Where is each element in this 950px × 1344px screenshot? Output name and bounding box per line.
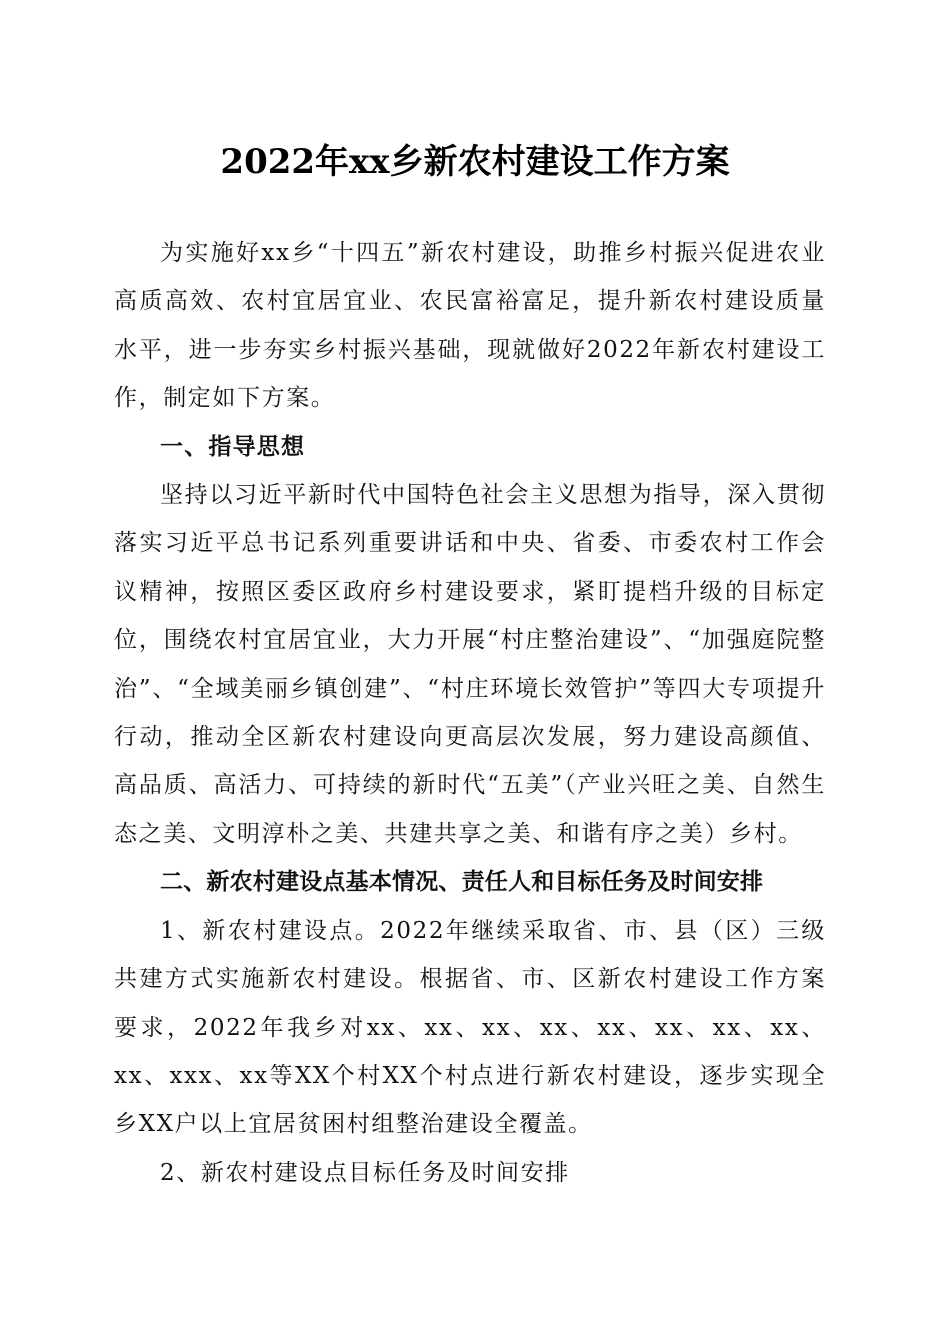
document-body	[114, 229, 826, 1197]
document-title: 2022年xx乡新农村建设工作方案	[220, 142, 730, 182]
section-heading-guiding-ideology: 一、指导思想	[160, 433, 306, 460]
section-heading-construction-points: 二、新农村建设点基本情况、责任人和目标任务及时间安排	[160, 869, 764, 896]
guiding-ideology-paragraph: 坚持以习近平新时代中国特色社会主义思想为指导，深入贯彻落实习近平总书记系列重要讲话和中央、省委、市委农村工作会议精神，按照区委区政府乡村建设要求，紧盯提档升级的目标定位，围绕农村宜居宜业，大力开展“村庄整治建设”、“加强庭院整治”、“全域美丽乡镇创建”、“村庄环境长效管护”等四大专项提升行动，推动全区新农村建设向更高层次发展，努力建设高颜值、高品质、高活力、可持续的新时代“五美”（产业兴旺之美、自然生态之美、文明淳朴之美、共建共享之美、和谐有序之美）乡村。	[114, 482, 826, 847]
intro-paragraph: 为实施好xx乡“十四五”新农村建设，助推乡村振兴促进农业高质高效、农村宜居宜业、农民富裕富足，提升新农村建设质量水平，进一步夯实乡村振兴基础，现就做好2022年新农村建设工作，制定如下方案。	[114, 240, 826, 412]
targets-schedule-paragraph: 2、新农村建设点目标任务及时间安排	[160, 1159, 570, 1186]
construction-points-paragraph: 1、新农村建设点。2022年继续采取省、市、县（区）三级共建方式实施新农村建设。根据省、市、区新农村建设工作方案要求，2022年我乡对xx、xx、xx、xx、xx、xx、xx、xx、xx、xxx、xx等XX个村XX个村点进行新农村建设，逐步实现全乡XX户以上宜居贫困村组整治建设全覆盖。	[114, 917, 826, 1138]
